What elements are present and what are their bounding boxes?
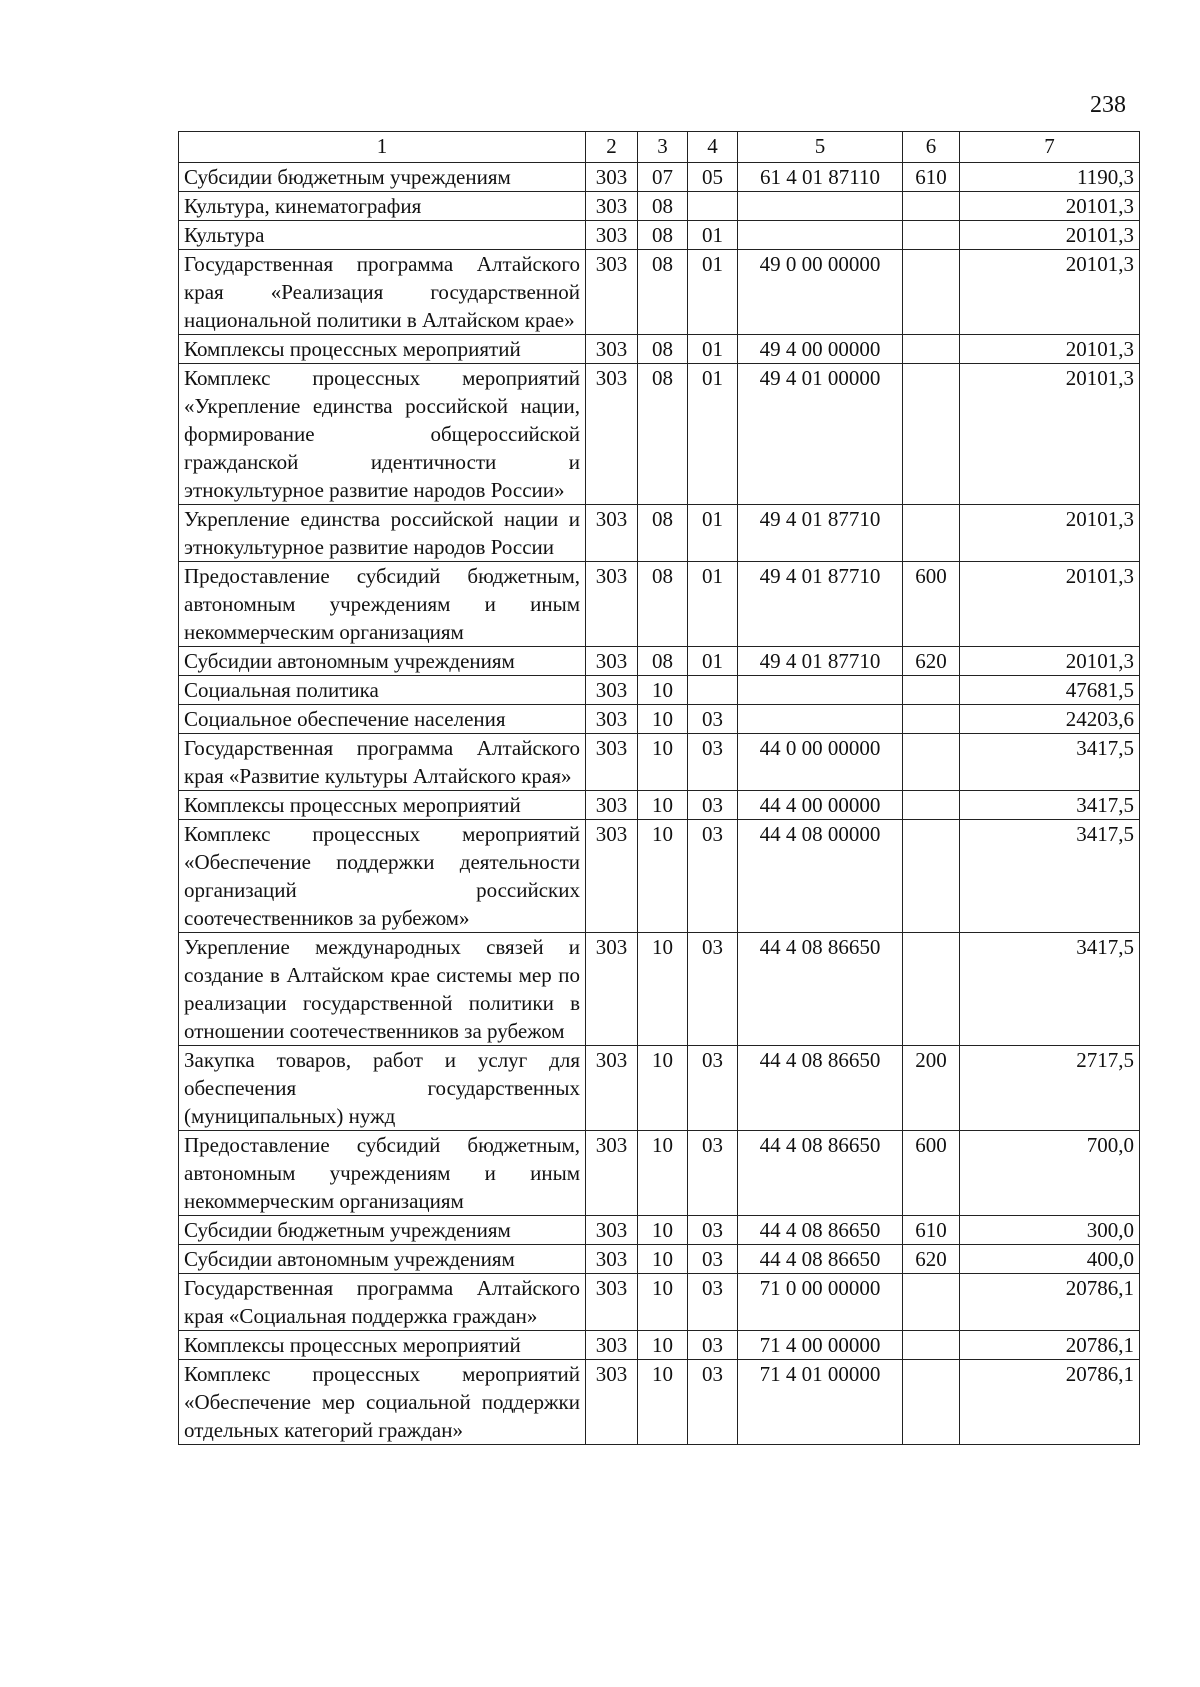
col6-cell xyxy=(903,1331,960,1360)
col2-cell: 303 xyxy=(586,1245,638,1274)
col4-cell: 01 xyxy=(688,335,738,364)
col6-cell xyxy=(903,192,960,221)
col2-cell: 303 xyxy=(586,734,638,791)
col4-cell: 01 xyxy=(688,221,738,250)
col4-cell: 03 xyxy=(688,1360,738,1445)
col4-cell: 03 xyxy=(688,705,738,734)
col5-cell: 71 4 00 00000 xyxy=(738,1331,903,1360)
table-row xyxy=(179,676,1140,705)
column-header: 1 xyxy=(179,132,586,163)
col7-cell: 20786,1 xyxy=(960,1331,1140,1360)
table-row xyxy=(179,163,1140,192)
col4-cell: 03 xyxy=(688,1331,738,1360)
col6-cell xyxy=(903,505,960,562)
col4-cell: 03 xyxy=(688,791,738,820)
table-row xyxy=(179,1360,1140,1445)
col3-cell: 08 xyxy=(638,505,688,562)
col7-cell: 20786,1 xyxy=(960,1274,1140,1331)
col3-cell: 10 xyxy=(638,705,688,734)
col6-cell: 600 xyxy=(903,562,960,647)
col2-cell: 303 xyxy=(586,1331,638,1360)
row-name-cell: Культура, кинематография xyxy=(179,192,586,221)
col4-cell: 03 xyxy=(688,734,738,791)
row-name-cell: Государственная программа Алтайского края «Развитие культуры Алтайского края» xyxy=(179,734,586,791)
row-name-cell: Комплексы процессных мероприятий xyxy=(179,1331,586,1360)
col3-cell: 10 xyxy=(638,791,688,820)
col2-cell: 303 xyxy=(586,335,638,364)
col3-cell: 10 xyxy=(638,676,688,705)
col6-cell xyxy=(903,791,960,820)
col6-cell xyxy=(903,250,960,335)
table-body xyxy=(179,163,1140,1445)
row-name-cell: Предоставление субсидий бюджетным, автономным учреждениям и иным некоммерческим организациям xyxy=(179,562,586,647)
col7-cell: 3417,5 xyxy=(960,791,1140,820)
col5-cell: 71 4 01 00000 xyxy=(738,1360,903,1445)
table-row xyxy=(179,791,1140,820)
col4-cell: 05 xyxy=(688,163,738,192)
header-row xyxy=(179,132,1140,163)
column-header: 7 xyxy=(960,132,1140,163)
col6-cell: 610 xyxy=(903,1216,960,1245)
column-header: 2 xyxy=(586,132,638,163)
row-name-cell: Комплекс процессных мероприятий «Обеспечение поддержки деятельности организаций российских соотечественников за рубежом» xyxy=(179,820,586,933)
table-row xyxy=(179,647,1140,676)
col5-cell xyxy=(738,221,903,250)
col3-cell: 10 xyxy=(638,1131,688,1216)
col6-cell: 620 xyxy=(903,647,960,676)
col2-cell: 303 xyxy=(586,705,638,734)
col7-cell: 700,0 xyxy=(960,1131,1140,1216)
col2-cell: 303 xyxy=(586,1216,638,1245)
table-row xyxy=(179,1216,1140,1245)
col6-cell xyxy=(903,335,960,364)
col2-cell: 303 xyxy=(586,1274,638,1331)
col5-cell: 49 4 01 87710 xyxy=(738,647,903,676)
col5-cell: 71 0 00 00000 xyxy=(738,1274,903,1331)
column-header: 3 xyxy=(638,132,688,163)
col5-cell: 44 4 08 86650 xyxy=(738,1245,903,1274)
row-name-cell: Комплексы процессных мероприятий xyxy=(179,335,586,364)
col2-cell: 303 xyxy=(586,933,638,1046)
row-name-cell: Предоставление субсидий бюджетным, автономным учреждениям и иным некоммерческим организациям xyxy=(179,1131,586,1216)
col4-cell: 01 xyxy=(688,505,738,562)
col7-cell: 20101,3 xyxy=(960,221,1140,250)
row-name-cell: Государственная программа Алтайского края «Социальная поддержка граждан» xyxy=(179,1274,586,1331)
col5-cell: 49 4 01 87710 xyxy=(738,562,903,647)
col3-cell: 10 xyxy=(638,1046,688,1131)
table-row xyxy=(179,734,1140,791)
col4-cell: 03 xyxy=(688,933,738,1046)
col7-cell: 300,0 xyxy=(960,1216,1140,1245)
col3-cell: 08 xyxy=(638,192,688,221)
col2-cell: 303 xyxy=(586,647,638,676)
col3-cell: 10 xyxy=(638,933,688,1046)
row-name-cell: Укрепление единства российской нации и этнокультурное развитие народов России xyxy=(179,505,586,562)
col5-cell: 44 4 08 86650 xyxy=(738,1046,903,1131)
col5-cell: 49 0 00 00000 xyxy=(738,250,903,335)
col7-cell: 20101,3 xyxy=(960,364,1140,505)
col5-cell xyxy=(738,705,903,734)
col3-cell: 10 xyxy=(638,1360,688,1445)
table-row xyxy=(179,364,1140,505)
row-name-cell: Закупка товаров, работ и услуг для обеспечения государственных (муниципальных) нужд xyxy=(179,1046,586,1131)
col3-cell: 08 xyxy=(638,335,688,364)
col7-cell: 20786,1 xyxy=(960,1360,1140,1445)
col7-cell: 20101,3 xyxy=(960,250,1140,335)
col6-cell: 620 xyxy=(903,1245,960,1274)
col4-cell: 03 xyxy=(688,1216,738,1245)
col7-cell: 20101,3 xyxy=(960,335,1140,364)
col6-cell xyxy=(903,734,960,791)
col3-cell: 10 xyxy=(638,734,688,791)
row-name-cell: Субсидии бюджетным учреждениям xyxy=(179,163,586,192)
table-row xyxy=(179,562,1140,647)
col6-cell: 610 xyxy=(903,163,960,192)
col6-cell: 200 xyxy=(903,1046,960,1131)
col5-cell: 44 4 08 86650 xyxy=(738,933,903,1046)
table-row xyxy=(179,1274,1140,1331)
col4-cell: 03 xyxy=(688,1131,738,1216)
row-name-cell: Культура xyxy=(179,221,586,250)
col7-cell: 20101,3 xyxy=(960,192,1140,221)
col5-cell: 49 4 00 00000 xyxy=(738,335,903,364)
budget-table xyxy=(178,131,1140,1445)
col2-cell: 303 xyxy=(586,1360,638,1445)
col3-cell: 08 xyxy=(638,364,688,505)
col4-cell: 03 xyxy=(688,1274,738,1331)
table-row xyxy=(179,1131,1140,1216)
col3-cell: 10 xyxy=(638,1274,688,1331)
col3-cell: 10 xyxy=(638,1216,688,1245)
col6-cell xyxy=(903,820,960,933)
col7-cell: 3417,5 xyxy=(960,933,1140,1046)
row-name-cell: Субсидии бюджетным учреждениям xyxy=(179,1216,586,1245)
col5-cell: 49 4 01 87710 xyxy=(738,505,903,562)
col6-cell xyxy=(903,933,960,1046)
row-name-cell: Комплексы процессных мероприятий xyxy=(179,791,586,820)
col5-cell: 44 4 00 00000 xyxy=(738,791,903,820)
row-name-cell: Комплекс процессных мероприятий «Укрепление единства российской нации, формирование общероссийской гражданской идентичности и этнокультурное развитие народов России» xyxy=(179,364,586,505)
col7-cell: 3417,5 xyxy=(960,820,1140,933)
col4-cell: 01 xyxy=(688,647,738,676)
col3-cell: 08 xyxy=(638,647,688,676)
col2-cell: 303 xyxy=(586,192,638,221)
col5-cell: 44 4 08 86650 xyxy=(738,1216,903,1245)
col4-cell xyxy=(688,676,738,705)
col6-cell xyxy=(903,364,960,505)
col2-cell: 303 xyxy=(586,1046,638,1131)
table-row xyxy=(179,1331,1140,1360)
table-row xyxy=(179,1046,1140,1131)
col5-cell xyxy=(738,676,903,705)
table-row xyxy=(179,1245,1140,1274)
col6-cell xyxy=(903,1360,960,1445)
col5-cell xyxy=(738,192,903,221)
table-row xyxy=(179,192,1140,221)
col3-cell: 08 xyxy=(638,221,688,250)
col3-cell: 08 xyxy=(638,562,688,647)
col7-cell: 20101,3 xyxy=(960,562,1140,647)
col4-cell: 03 xyxy=(688,1046,738,1131)
table-row xyxy=(179,250,1140,335)
col2-cell: 303 xyxy=(586,791,638,820)
col4-cell: 01 xyxy=(688,364,738,505)
col3-cell: 07 xyxy=(638,163,688,192)
table-row xyxy=(179,221,1140,250)
col7-cell: 20101,3 xyxy=(960,505,1140,562)
col7-cell: 47681,5 xyxy=(960,676,1140,705)
table-row xyxy=(179,705,1140,734)
col5-cell: 61 4 01 87110 xyxy=(738,163,903,192)
col7-cell: 1190,3 xyxy=(960,163,1140,192)
column-header: 5 xyxy=(738,132,903,163)
page-number: 238 xyxy=(1090,92,1126,118)
col2-cell: 303 xyxy=(586,820,638,933)
row-name-cell: Укрепление международных связей и создание в Алтайском крае системы мер по реализации государственной политики в отношении соотечественников за рубежом xyxy=(179,933,586,1046)
table-row xyxy=(179,933,1140,1046)
col2-cell: 303 xyxy=(586,250,638,335)
col5-cell: 44 0 00 00000 xyxy=(738,734,903,791)
col4-cell xyxy=(688,192,738,221)
table-row xyxy=(179,820,1140,933)
col3-cell: 10 xyxy=(638,1331,688,1360)
col2-cell: 303 xyxy=(586,221,638,250)
col2-cell: 303 xyxy=(586,505,638,562)
col4-cell: 03 xyxy=(688,820,738,933)
col3-cell: 10 xyxy=(638,1245,688,1274)
col2-cell: 303 xyxy=(586,1131,638,1216)
col6-cell xyxy=(903,1274,960,1331)
col2-cell: 303 xyxy=(586,562,638,647)
row-name-cell: Социальная политика xyxy=(179,676,586,705)
col5-cell: 49 4 01 00000 xyxy=(738,364,903,505)
col4-cell: 01 xyxy=(688,562,738,647)
col6-cell xyxy=(903,676,960,705)
row-name-cell: Субсидии автономным учреждениям xyxy=(179,1245,586,1274)
col2-cell: 303 xyxy=(586,364,638,505)
col5-cell: 44 4 08 00000 xyxy=(738,820,903,933)
col3-cell: 10 xyxy=(638,820,688,933)
col7-cell: 24203,6 xyxy=(960,705,1140,734)
col6-cell xyxy=(903,705,960,734)
col7-cell: 3417,5 xyxy=(960,734,1140,791)
column-header: 4 xyxy=(688,132,738,163)
column-header: 6 xyxy=(903,132,960,163)
col6-cell: 600 xyxy=(903,1131,960,1216)
col3-cell: 08 xyxy=(638,250,688,335)
col7-cell: 2717,5 xyxy=(960,1046,1140,1131)
col4-cell: 03 xyxy=(688,1245,738,1274)
row-name-cell: Субсидии автономным учреждениям xyxy=(179,647,586,676)
row-name-cell: Комплекс процессных мероприятий «Обеспечение мер социальной поддержки отдельных категорий граждан» xyxy=(179,1360,586,1445)
col4-cell: 01 xyxy=(688,250,738,335)
col6-cell xyxy=(903,221,960,250)
col7-cell: 20101,3 xyxy=(960,647,1140,676)
col7-cell: 400,0 xyxy=(960,1245,1140,1274)
row-name-cell: Государственная программа Алтайского края «Реализация государственной национальной политики в Алтайском крае» xyxy=(179,250,586,335)
table-row xyxy=(179,335,1140,364)
table-row xyxy=(179,505,1140,562)
row-name-cell: Социальное обеспечение населения xyxy=(179,705,586,734)
col2-cell: 303 xyxy=(586,163,638,192)
col5-cell: 44 4 08 86650 xyxy=(738,1131,903,1216)
col2-cell: 303 xyxy=(586,676,638,705)
